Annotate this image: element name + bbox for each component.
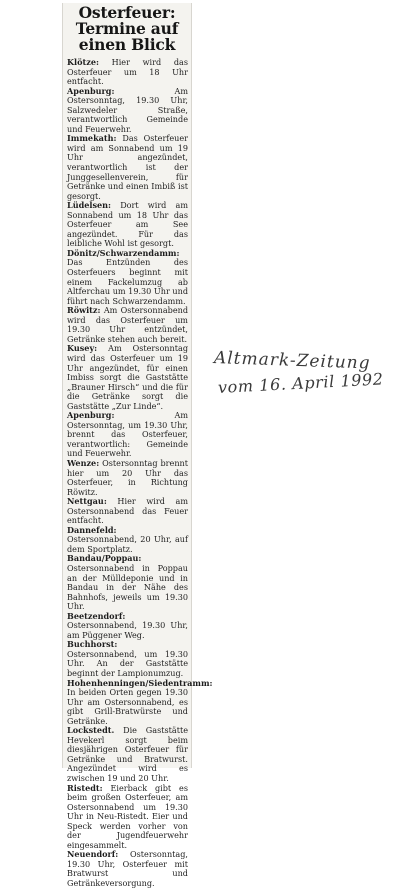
event-entry	[67, 201, 188, 249]
event-entry	[67, 134, 188, 201]
event-entry	[67, 784, 188, 851]
event-details: Ostersonntag brennt hier um 20 Uhr das Osterfeuer, in Richtung Röwitz.	[67, 457, 188, 497]
event-place: Neuendorf:	[67, 849, 119, 860]
event-place: Lüdelsen:	[67, 200, 112, 211]
event-list	[63, 57, 213, 889]
event-place: Wenze:	[67, 457, 100, 468]
event-entry	[67, 850, 188, 888]
event-place: Röwitz:	[67, 305, 101, 316]
event-entry	[67, 459, 188, 497]
event-details: Hier wird das Osterfeuer um 18 Uhr entfacht.	[67, 57, 188, 87]
event-details: Am Ostersonnabend wird das Osterfeuer um 19.30 Uhr entzündet, Getränke stehen auch bereit.	[67, 305, 189, 344]
article-headline	[63, 5, 191, 53]
event-details: Ostersonnabend, 20 Uhr, auf dem Sportplatz.	[67, 534, 188, 554]
event-details: Das Osterfeuer wird am Sonnabend um 19 Uhr angezündet, verantwortlich ist der Junggesellenverein, für Getränke und einen Imbiß ist gesorgt.	[67, 133, 189, 201]
event-place: Apenburg:	[67, 85, 115, 96]
event-entry	[67, 306, 188, 344]
event-details: Hier wird am Ostersonnabend das Feuer entfacht.	[67, 496, 188, 526]
event-entry	[67, 640, 188, 678]
handwritten-source-note: Altmark-Zeitung	[213, 348, 371, 374]
newspaper-clipping	[62, 3, 213, 889]
event-entry	[67, 612, 188, 641]
event-place: Hohenhenningen/Siedentramm:	[67, 677, 213, 688]
event-entry	[67, 411, 188, 459]
event-entry	[67, 526, 188, 555]
event-entry	[67, 58, 188, 87]
event-details: Das Entzünden des Osterfeuers beginnt mit einem Fackelumzug ab Altferchau um 19.30 Uhr und führt nach Schwarzendamm.	[67, 257, 188, 306]
event-details: Am Ostersonntag, 19.30 Uhr, Salzwedeler Straße, verantwortlich Gemeinde und Feuerwehr.	[67, 85, 188, 134]
event-place: Ristedt:	[67, 782, 103, 793]
event-place: Klötze:	[67, 57, 99, 67]
event-place: Bandau/Poppau:	[67, 553, 142, 564]
event-details: Ostersonnabend, 19.30 Uhr, am Püggener Weg.	[67, 620, 188, 640]
event-entry	[67, 344, 188, 411]
event-place: Lockstedt.	[67, 725, 115, 736]
event-place: Kusey:	[67, 343, 98, 354]
event-entry	[67, 87, 188, 135]
event-place: Buchhorst:	[67, 639, 118, 650]
event-entry	[67, 497, 188, 526]
event-details: In beiden Orten gegen 19.30 Uhr am Ostersonnabend, es gibt Grill-Bratwürste und Getränke.	[67, 687, 188, 726]
handwritten-date-note: vom 16. April 1992	[217, 369, 385, 397]
event-entry	[67, 726, 188, 783]
headline-line-3: einen Blick	[78, 35, 176, 54]
event-details: Ostersonnabend in Poppau an der Mülldeponie und in Bandau in der Nähe des Bahnhofs, jeweils um 19.30 Uhr.	[67, 562, 188, 612]
event-place: Nettgau:	[67, 496, 107, 507]
event-place: Apenburg:	[67, 410, 115, 421]
headline-line-1: Osterfeuer:	[78, 3, 176, 22]
event-place: Beetzendorf:	[67, 610, 126, 621]
event-details: Die Gaststätte Hevekerl sorgt beim diesjährigen Osterfeuer für Getränke und Bratwurst. Angezündet wird es zwischen 19 und 20 Uhr.	[67, 725, 188, 784]
event-details: Eierback gibt es beim großen Osterfeuer, am Ostersonnabend um 19.30 Uhr in Neu-Ristedt. Eier und Speck werden vorher von der Jugendfeuerwehr eingesammelt.	[67, 782, 188, 850]
headline-line-2: Termine auf	[75, 19, 179, 38]
event-entry	[67, 249, 188, 306]
event-place: Immekath:	[67, 133, 117, 144]
event-details: Am Ostersonntag wird das Osterfeuer um 19 Uhr angezündet, für einen Imbiss sorgt die Gaststätte „Brauner Hirsch“ und die für die Getränke sorgt die Gaststätte „Zur Linde“.	[67, 343, 188, 411]
event-details: Ostersonntag, 19.30 Uhr, Osterfeuer mit Bratwurst und Getränkeversorgung.	[67, 849, 188, 889]
event-details: Am Ostersonntag, um 19.30 Uhr, brennt das Osterfeuer, verantwortlich: Gemeinde und Feuerwehr.	[67, 410, 188, 459]
event-details: Dort wird am Sonnabend um 18 Uhr das Osterfeuer am See angezündet. Für das leibliche Wohl ist gesorgt.	[67, 200, 188, 249]
event-entry	[67, 554, 188, 611]
event-place: Dönitz/Schwarzendamm:	[67, 247, 180, 258]
event-entry	[67, 677, 213, 727]
event-place: Dannefeld:	[67, 524, 117, 535]
event-details: Ostersonnabend, um 19.30 Uhr. An der Gaststätte beginnt der Lampionumzug.	[67, 648, 188, 678]
